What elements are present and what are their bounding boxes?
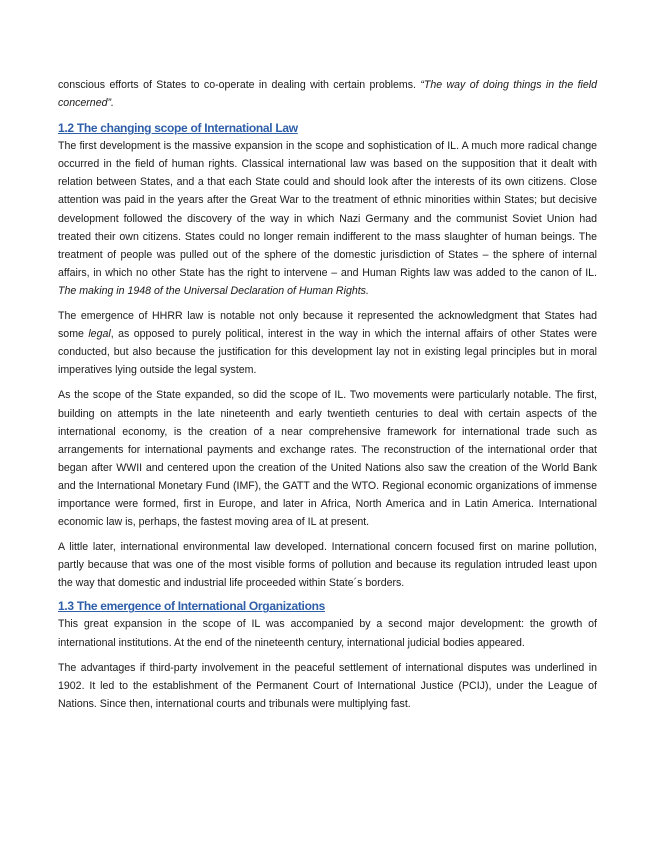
paragraph-text: The emergence of HHRR law is notable not only because it represented the acknowledgment that States had some <box>58 310 597 341</box>
paragraph-economic-law: As the scope of the State expanded, so did the scope of IL. Two movements were particularly notable. The first, building on attempts in the late nineteenth and early twentieth centuries to deal with certain aspects of the international economy, is the creation of a near comprehensive framework for international trade such as arrangements for international payments and exchange rates. The reconstruction of the international order that began after WWII and centered upon the creation of the United Nations also saw the creation of the World Bank and the International Monetary Fund (IMF), the GATT and the WTO. Regional economic organizations of immense importance were formed, first in Europe, and later in Africa, North America and in Latin America. International economic law is, perhaps, the fastest moving area of IL at present. <box>58 389 597 529</box>
paragraph-pcij: The advantages if third-party involvement in the peaceful settlement of international disputes was underlined in 1902. It led to the establishment of the Permanent Court of International Justice (PCIJ), under the League of Nations. Since then, international courts and tribunals were multiplying fast. <box>58 661 597 710</box>
paragraph-text: , as opposed to purely political, interest in the way in which the internal affairs of other States were conducted, but also because the justification for this development lay not in existing legal principles but in moral imperatives lying outside the legal system. <box>58 328 597 377</box>
intro-italic-quote: “The way of doing things in the field concerned”. <box>58 79 598 110</box>
paragraph-human-rights <box>58 137 597 300</box>
section-heading-1-3: 1.3 The emergence of International Organizations <box>58 599 325 614</box>
paragraph-text: The first development is the massive expansion in the scope and sophistication of IL. A much more radical change occurred in the field of human rights. Classical international law was based on the supposition that it dealt with relation between States, and a that each State could and should look after the interests of its own citizens. Close attention was paid in the years after the Great War to the treatment of ethnic minorities within States; but decisive development followed the discovery of the way in which Nazi Germany and the communist Soviet Union had treated their own citizens. States could no longer remain indifferent to the mass slaughter of human beings. The treatment of people was pulled out of the sphere of the domestic jurisdiction of States – the sphere of internal affairs, in which no other State has the right to intervene – and Human Rights law was added to the canon of IL. <box>58 140 597 279</box>
document-page <box>58 76 597 720</box>
paragraph-italic: legal <box>88 328 111 341</box>
intro-text: conscious efforts of States to co-operate in dealing with certain problems. <box>58 79 421 91</box>
paragraph-environmental-law: A little later, international environmental law developed. International concern focused first on marine pollution, partly because that was one of the most visible forms of pollution and because its regulation intruded least upon the way that domestic and industrial life proceeded within State´s borders. <box>58 541 597 590</box>
intro-paragraph <box>58 76 597 112</box>
paragraph-italic: The making in 1948 of the Universal Declaration of Human Rights. <box>58 284 369 297</box>
section-heading-1-2: 1.2 The changing scope of International Law <box>58 121 298 136</box>
paragraph-international-institutions: This great expansion in the scope of IL was accompanied by a second major development: the growth of international institutions. At the end of the nineteenth century, international judicial bodies appeared. <box>58 618 597 649</box>
paragraph-hhrr-emergence <box>58 307 597 379</box>
